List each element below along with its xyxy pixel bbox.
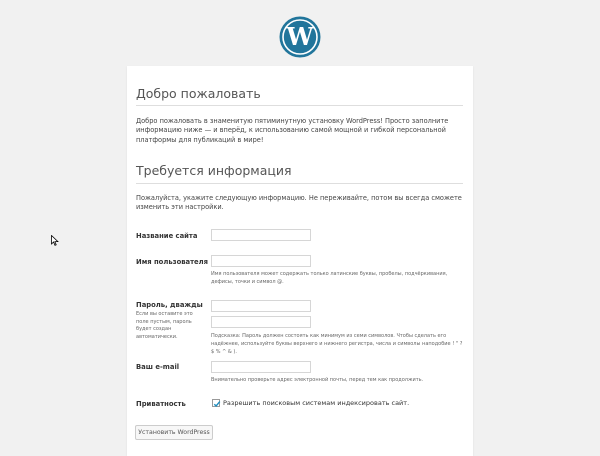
wordpress-logo-icon xyxy=(279,16,321,58)
svg-text:W: W xyxy=(286,22,314,51)
email-hint: Внимательно проверьте адрес электронной почты, перед тем как продолжить. xyxy=(211,377,424,383)
info-heading: Требуется информация xyxy=(136,163,292,178)
password-note: Если вы оставите это поле пустым, пароль будет создан автоматически. xyxy=(136,311,193,340)
welcome-divider xyxy=(136,105,463,106)
welcome-heading: Добро пожаловать xyxy=(136,86,261,101)
checkmark-icon xyxy=(213,400,221,408)
info-text: Пожалуйста, укажите следующую информацию. Не переживайте, потом вы всегда сможете изменить эти настройки. xyxy=(136,194,462,212)
info-divider xyxy=(136,183,463,184)
mouse-cursor-icon xyxy=(51,231,59,250)
email-label: Ваш e-mail xyxy=(136,363,180,371)
password-input-2[interactable] xyxy=(211,316,311,328)
username-input[interactable] xyxy=(211,255,311,267)
welcome-text: Добро пожаловать в знаменитую пятиминутную установку WordPress! Просто заполните информацию ниже — и вперёд, к использованию самой мощной и гибкой персональной платформы для публикаций в мире! xyxy=(136,117,449,144)
password-input-1[interactable] xyxy=(211,300,311,312)
privacy-label: Приватность xyxy=(136,400,186,408)
privacy-checkbox[interactable] xyxy=(212,399,220,407)
install-panel xyxy=(127,66,473,456)
install-wordpress-button[interactable]: Установить WordPress xyxy=(135,425,213,440)
privacy-checkbox-label[interactable]: Разрешить поисковым системам индексировать сайт. xyxy=(223,399,410,407)
email-input[interactable] xyxy=(211,361,311,373)
site-title-input[interactable] xyxy=(211,229,311,241)
password-label: Пароль, дважды xyxy=(136,301,203,309)
username-label: Имя пользователя xyxy=(136,258,209,266)
site-title-label: Название сайта xyxy=(136,232,198,240)
password-hint: Подсказка: Пароль должен состоять как минимум из семи символов. Чтобы сделать его надёжнее, используйте буквы верхнего и нижнего регистра, числа и символы наподобие ! " ? $ % ^ & ). xyxy=(211,333,463,355)
username-hint: Имя пользователя может содержать только латинские буквы, пробелы, подчёркивания, дефисы, точки и символ @. xyxy=(211,271,448,285)
